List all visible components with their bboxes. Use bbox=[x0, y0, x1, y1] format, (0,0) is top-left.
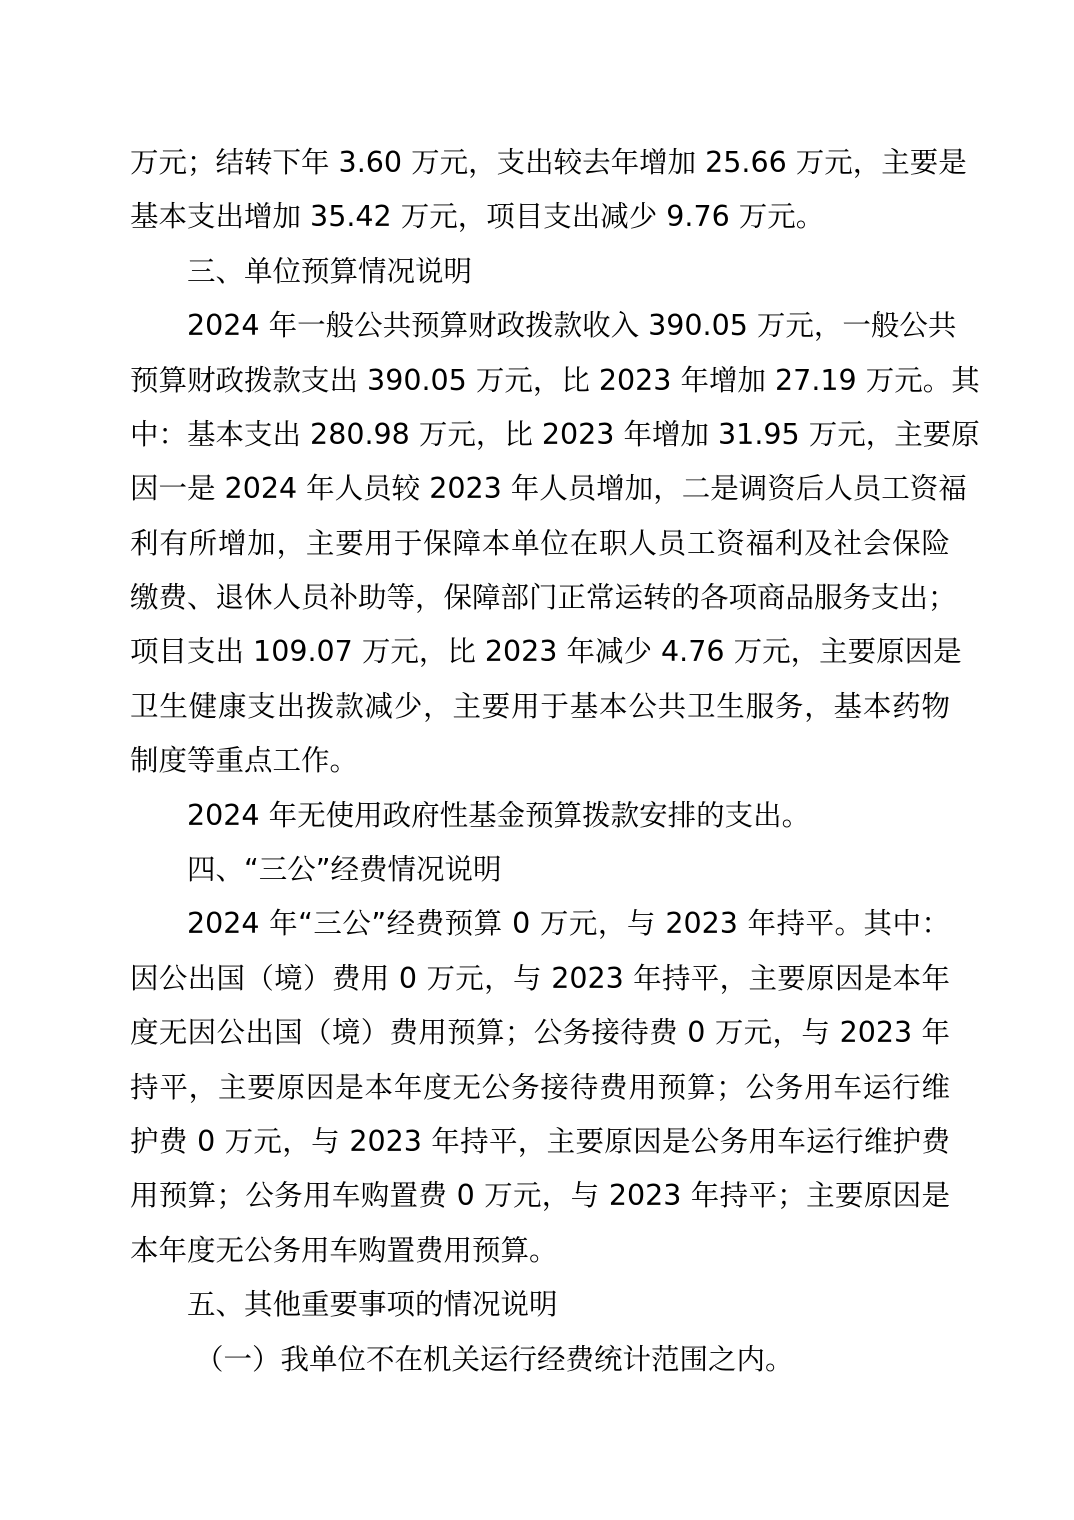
text-line: 本年度无公务用车购置费用预算。 bbox=[130, 1234, 558, 1267]
text-line: 2024 年一般公共预算财政拨款收入 390.05 万元，一般公共 bbox=[187, 309, 957, 342]
text-line: 项目支出 109.07 万元，比 2023 年减少 4.76 万元，主要原因是 bbox=[130, 635, 962, 668]
text-line: 预算财政拨款支出 390.05 万元，比 2023 年增加 27.19 万元。其 bbox=[130, 364, 980, 397]
text-line: 因公出国（境）费用 0 万元，与 2023 年持平，主要原因是本年 bbox=[130, 962, 950, 995]
text-line: 利有所增加，主要用于保障本单位在职人员工资福利及社会保险 bbox=[130, 527, 950, 560]
text-line: 持平，主要原因是本年度无公务接待费用预算；公务用车运行维 bbox=[130, 1071, 950, 1104]
text-line: 制度等重点工作。 bbox=[130, 744, 359, 777]
subsection-heading-1: （一）我单位不在机关运行经费统计范围之内。 bbox=[195, 1343, 794, 1376]
text-line: 度无因公出国（境）费用预算；公务接待费 0 万元，与 2023 年 bbox=[130, 1016, 950, 1049]
text-line: 卫生健康支出拨款减少，主要用于基本公共卫生服务，基本药物 bbox=[130, 690, 950, 723]
section-heading-3: 三、单位预算情况说明 bbox=[187, 255, 473, 288]
text-line: 用预算；公务用车购置费 0 万元，与 2023 年持平；主要原因是 bbox=[130, 1179, 950, 1212]
text-line: 中：基本支出 280.98 万元，比 2023 年增加 31.95 万元，主要原 bbox=[130, 418, 980, 451]
text-line: 基本支出增加 35.42 万元，项目支出减少 9.76 万元。 bbox=[130, 200, 825, 233]
text-line: 2024 年无使用政府性基金预算拨款安排的支出。 bbox=[187, 799, 811, 832]
section-heading-4: 四、“三公”经费情况说明 bbox=[187, 853, 502, 886]
text-line: 因一是 2024 年人员较 2023 年人员增加，二是调资后人员工资福 bbox=[130, 472, 967, 505]
text-line: 万元；结转下年 3.60 万元，支出较去年增加 25.66 万元，主要是 bbox=[130, 146, 967, 179]
text-line: 缴费、退休人员补助等，保障部门正常运转的各项商品服务支出； bbox=[130, 581, 957, 614]
section-heading-5: 五、其他重要事项的情况说明 bbox=[187, 1288, 558, 1321]
text-line: 2024 年“三公”经费预算 0 万元，与 2023 年持平。其中： bbox=[187, 907, 950, 940]
text-line: 护费 0 万元，与 2023 年持平，主要原因是公务用车运行维护费 bbox=[130, 1125, 950, 1158]
